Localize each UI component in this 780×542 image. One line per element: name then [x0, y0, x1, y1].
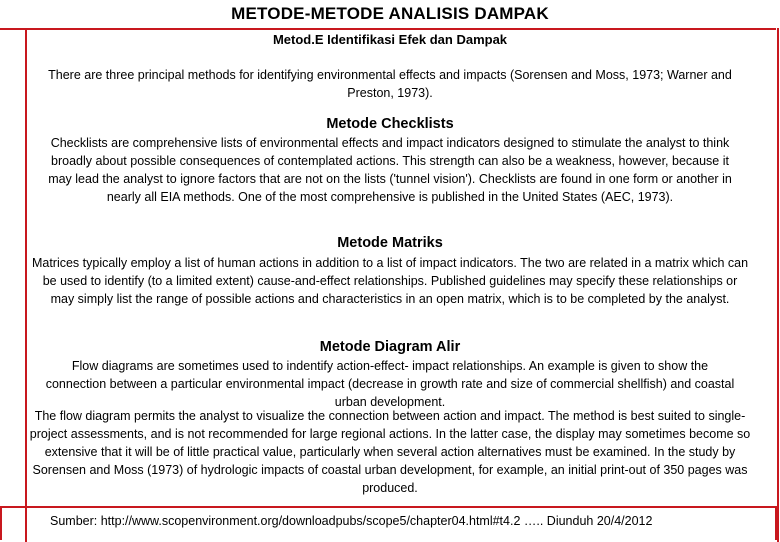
source-left-border	[0, 506, 2, 540]
section-heading-matriks: Metode Matriks	[337, 235, 443, 251]
source-citation: Sumber: http://www.scopenvironment.org/downloadpubs/scope5/chapter04.html#t4.2 ….. Diunduh 20/4/2012	[50, 514, 653, 528]
frame-bottom-border	[0, 506, 776, 508]
checklists-paragraph: Checklists are comprehensive lists of environmental effects and impact indicators designed to stimulate the analyst to think broadly about possible consequences of contemplated actions. This strength can also be a weakness, however, because it may lead the analyst to ignore factors that are not on the lists ('tunnel vision'). Checklists are found in one form or another in nearly all EIA methods. One of the most comprehensive is published in the United States (AEC, 1973).	[48, 136, 732, 204]
section-heading-diagram-alir: Metode Diagram Alir	[319, 339, 461, 355]
matriks-paragraph: Matrices typically employ a list of human actions in addition to a list of impact indicators. The two are related in a matrix which can be used to identify (to a limited extent) cause-and-effect relationships. Published guidelines may specify these relationships or may simply list the range of possible actions and characteristics in an open matrix, which is to be completed by the analyst.	[31, 256, 749, 306]
intro-paragraph: There are three principal methods for identifying environmental effects and impacts (Sorensen and Moss, 1973; Warner and Preston, 1973).	[48, 68, 732, 100]
diagram-alir-paragraph-2: The flow diagram permits the analyst to visualize the connection between action and impact. The method is best suited to single-project assessments, and is not recommended for large regional actions. In the latter case, the display may sometimes become so extensive that it will be of little practical value, particularly when several action alternatives must be examined. In the study by Sorensen and Moss (1973) of hydrologic impacts of coastal urban development, for example, an initial print-out of 350 pages was produced.	[29, 409, 751, 495]
subtitle: Metod.E Identifikasi Efek dan Dampak	[272, 32, 508, 47]
source-right-border	[775, 506, 777, 540]
diagram-alir-paragraph-1: Flow diagrams are sometimes used to indentify action-effect- impact relationships. An example is given to show the connection between a particular environmental impact (decrease in growth rate and size of commercial shellfish) and coastal urban development.	[45, 359, 735, 409]
section-heading-checklists: Metode Checklists	[326, 116, 454, 132]
page-title: METODE-METODE ANALISIS DAMPAK	[231, 4, 549, 23]
